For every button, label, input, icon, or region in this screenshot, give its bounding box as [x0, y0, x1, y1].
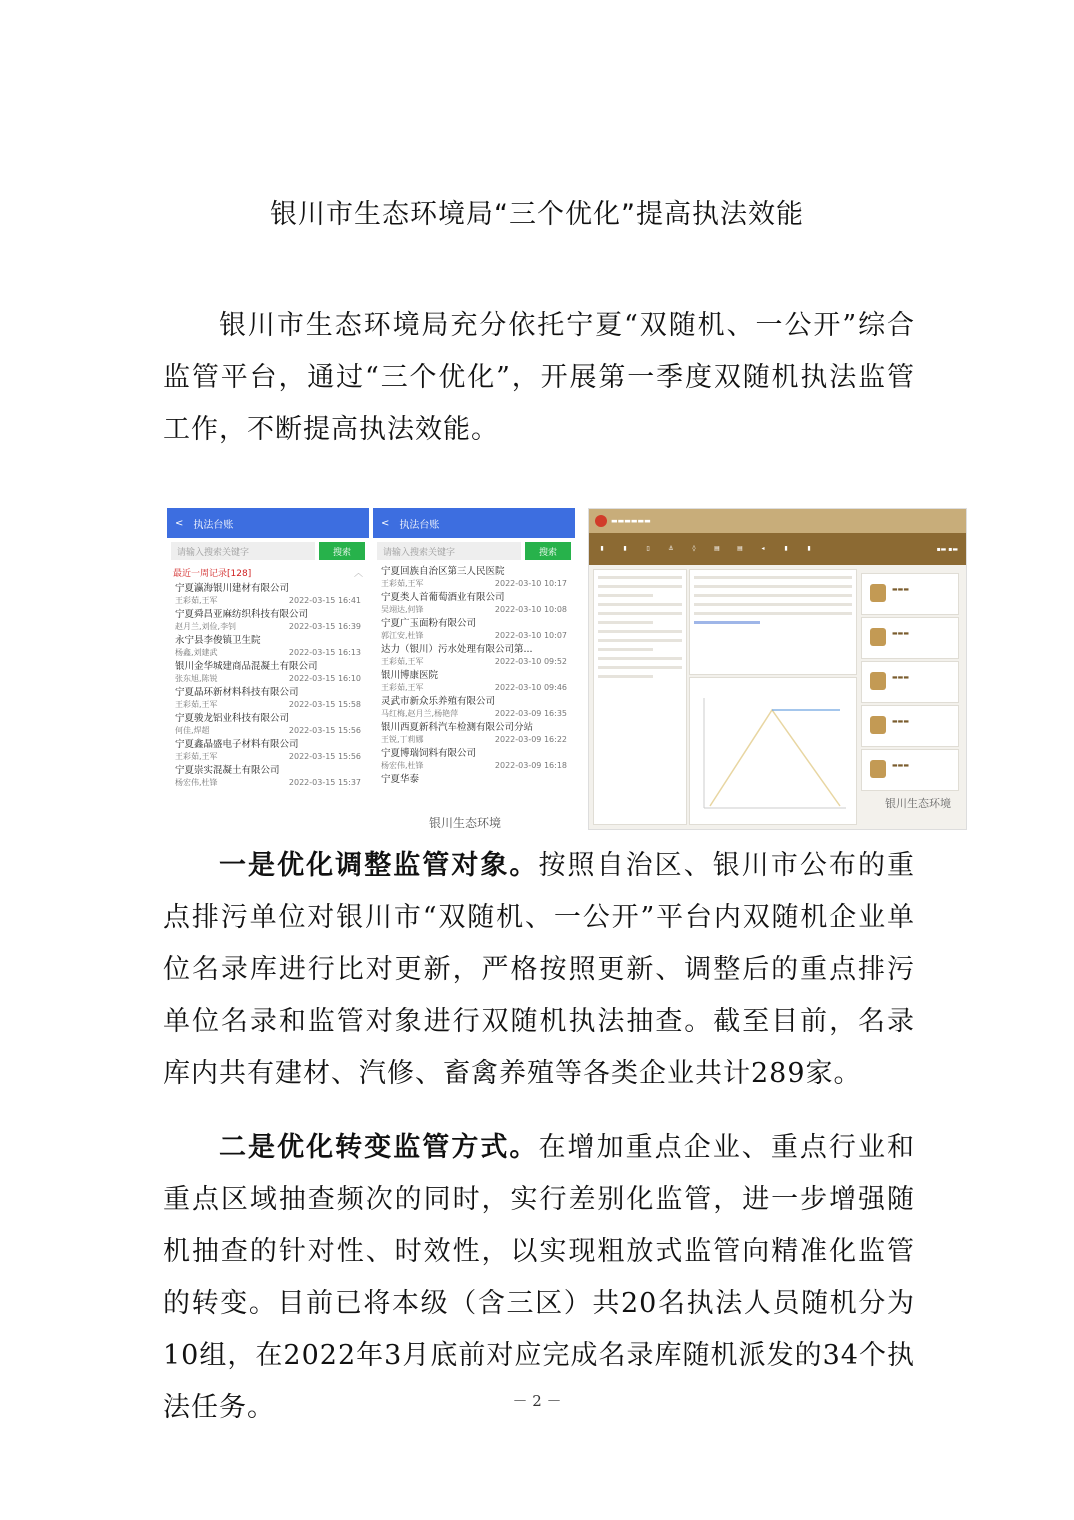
list-item[interactable]	[373, 616, 575, 642]
list-item[interactable]	[167, 659, 369, 685]
company-name: 灵武市新众乐养殖有限公司	[381, 696, 496, 707]
inspectors: 王锐,丁莉娜	[381, 735, 424, 744]
inspectors: 王彩茹,王军	[175, 596, 218, 605]
list-item[interactable]	[373, 590, 575, 616]
nav-icon: ◂	[761, 545, 765, 552]
list-item[interactable]	[373, 564, 575, 590]
company-name: 宁夏晶环新材料科技有限公司	[175, 687, 299, 698]
timestamp: 2022-03-09 16:18	[494, 761, 567, 770]
desktop-title-blur: ▬▬▬▬▬▬	[611, 517, 651, 525]
side-tile: ▬▬▬	[861, 749, 959, 791]
inspectors: 王彩茹,王军	[175, 700, 218, 709]
inspectors: 杨宏伟,杜锋	[381, 761, 424, 770]
list-item[interactable]	[373, 772, 575, 787]
search-button: 搜索	[525, 542, 571, 560]
nav-right-blur: ▪▬ ▪▬	[936, 545, 958, 553]
inspectors: 郭江安,杜锋	[381, 631, 424, 640]
inspectors: 王彩茹,王军	[381, 683, 424, 692]
timestamp: 2022-03-15 16:10	[288, 674, 361, 683]
search-input: 请输入搜索关键字	[171, 542, 315, 560]
side-tile: ▬▬▬	[861, 573, 959, 615]
search-button: 搜索	[319, 542, 365, 560]
nav-icon: ▮	[807, 545, 811, 552]
inspectors: 何佳,焊超	[175, 726, 210, 735]
emblem-icon	[595, 515, 607, 527]
side-tile: ▬▬▬	[861, 617, 959, 659]
company-name: 银川博康医院	[381, 670, 439, 681]
timestamp: 2022-03-10 10:07	[494, 631, 567, 640]
inspectors: 赵月兰,刘俭,李钊	[175, 622, 237, 631]
desktop-nav	[589, 533, 966, 565]
company-name: 银川金华城建商品混凝土有限公司	[175, 661, 318, 672]
company-name: 达力（银川）污水处理有限公司第...	[381, 644, 533, 655]
phone-screenshot-right	[373, 508, 575, 830]
company-name: 宁夏骏龙铝业科技有限公司	[175, 713, 290, 724]
nav-icon: ▮	[784, 545, 788, 552]
timestamp: 2022-03-10 09:46	[494, 683, 567, 692]
nav-icon: ⚓	[668, 545, 674, 552]
table-panel	[689, 569, 857, 675]
list-item[interactable]	[373, 720, 575, 746]
inspectors: 杨鑫,刘建武	[175, 648, 218, 657]
timestamp: 2022-03-10 10:17	[494, 579, 567, 588]
list-item[interactable]	[167, 607, 369, 633]
watermark: 银川生态环境	[425, 814, 505, 831]
company-name: 宁夏华泰	[381, 774, 420, 785]
company-name: 宁夏鑫晶盛电子材料有限公司	[175, 739, 299, 750]
list-item[interactable]	[167, 581, 369, 607]
nav-icon: ◊	[692, 545, 696, 552]
search-input: 请输入搜索关键字	[377, 542, 521, 560]
inspectors: 吴翊达,何锋	[381, 605, 424, 614]
inspectors: 杨宏伟,杜锋	[175, 778, 218, 787]
company-name: 永宁县李俊镇卫生院	[175, 635, 261, 646]
company-name: 宁夏崇实混凝土有限公司	[175, 765, 280, 776]
list-item[interactable]	[373, 668, 575, 694]
company-name: 宁夏舜昌亚麻纺织科技有限公司	[175, 609, 309, 620]
timestamp: 2022-03-15 15:37	[288, 778, 361, 787]
desktop-screenshot	[588, 508, 967, 830]
recent-records-label: 最近一周记录[128]	[173, 569, 252, 579]
timestamp: 2022-03-10 09:52	[494, 657, 567, 666]
phone-header	[373, 508, 575, 538]
section-lead: 一是优化调整监管对象。	[219, 850, 539, 881]
section-paragraph-1	[163, 840, 915, 1100]
timestamp: 2022-03-15 15:58	[288, 700, 361, 709]
list-item[interactable]	[167, 633, 369, 659]
company-name: 宁夏广玉面粉有限公司	[381, 618, 477, 629]
phone-header-title: 执法台账	[193, 519, 234, 531]
company-name: 宁夏类人首葡萄酒业有限公司	[381, 592, 505, 603]
side-tile: ▬▬▬	[861, 661, 959, 703]
timestamp: 2022-03-15 15:56	[288, 752, 361, 761]
list-item[interactable]	[167, 685, 369, 711]
intro-paragraph: 银川市生态环境局充分依托宁夏“双随机、一公开”综合监管平台，通过“三个优化”，开展第一季度双随机执法监管工作，不断提高执法效能。	[163, 310, 915, 445]
inspectors: 马红梅,赵月兰,杨艳萍	[381, 709, 459, 718]
section-paragraph-2	[163, 1122, 915, 1434]
line-chart-panel	[689, 677, 857, 825]
screenshot-figure	[167, 508, 967, 830]
section-lead: 二是优化转变监管方式。	[219, 1132, 539, 1163]
list-item[interactable]	[373, 746, 575, 772]
section-body: 在增加重点企业、重点行业和重点区域抽查频次的同时，实行差别化监管，进一步增强随机抽查的针对性、时效性，以实现粗放式监管向精准化监管的转变。目前已将本级（含三区）共20名执法人员随机分为10组，在2022年3月底前对应完成名录库随机派发的34个执法任务。	[163, 1132, 916, 1423]
list-item[interactable]	[167, 763, 369, 789]
timestamp: 2022-03-09 16:35	[494, 709, 567, 718]
page-number: － 2 －	[512, 1392, 562, 1410]
nav-icon: ▤	[714, 545, 720, 552]
back-icon: <	[175, 517, 184, 529]
phone-header-title: 执法台账	[399, 519, 440, 531]
list-item[interactable]	[373, 694, 575, 720]
back-icon: <	[381, 517, 390, 529]
line-chart-thumbnail	[690, 678, 854, 822]
nav-icon: ▤	[737, 545, 743, 552]
timestamp: 2022-03-15 16:41	[288, 596, 361, 605]
notice-panel	[593, 569, 687, 825]
desktop-topbar	[589, 509, 966, 533]
nav-icon: ▮	[623, 545, 627, 552]
company-name: 宁夏瀛海银川建材有限公司	[175, 583, 290, 594]
timestamp: 2022-03-09 16:22	[494, 735, 567, 744]
page-title: 银川市生态环境局“三个优化”提高执法效能	[270, 199, 804, 230]
list-item[interactable]	[167, 737, 369, 763]
phone-header	[167, 508, 369, 538]
company-name: 宁夏回族自治区第三人民医院	[381, 566, 505, 577]
company-name: 宁夏博瑞饲料有限公司	[381, 748, 477, 759]
recent-records-header	[167, 564, 369, 581]
timestamp: 2022-03-10 10:08	[494, 605, 567, 614]
list-item[interactable]	[373, 642, 575, 668]
inspectors: 王彩茹,王军	[175, 752, 218, 761]
chevron-up-icon: ︿	[353, 569, 363, 579]
nav-icon: ▯	[646, 545, 650, 552]
nav-icon: ▮	[600, 545, 604, 552]
inspectors: 王彩茹,王军	[381, 579, 424, 588]
timestamp: 2022-03-15 16:39	[288, 622, 361, 631]
inspectors: 王彩茹,王军	[381, 657, 424, 666]
inspectors: 张东旭,陈锐	[175, 674, 218, 683]
timestamp: 2022-03-15 15:56	[288, 726, 361, 735]
phone-screenshot-left	[167, 508, 369, 830]
list-item[interactable]	[167, 711, 369, 737]
section-body: 按照自治区、银川市公布的重点排污单位对银川市“双随机、一公开”平台内双随机企业单位名录库进行比对更新，严格按照更新、调整后的重点排污单位名录和监管对象进行双随机执法抽查。截至目前，名录库内共有建材、汽修、畜禽养殖等各类企业共计289家。	[163, 850, 916, 1089]
side-tile: ▬▬▬	[861, 705, 959, 747]
timestamp: 2022-03-15 16:13	[288, 648, 361, 657]
desktop-logo: 银川生态环境	[885, 797, 951, 810]
company-name: 银川西夏新科汽车检测有限公司分站	[381, 722, 534, 733]
